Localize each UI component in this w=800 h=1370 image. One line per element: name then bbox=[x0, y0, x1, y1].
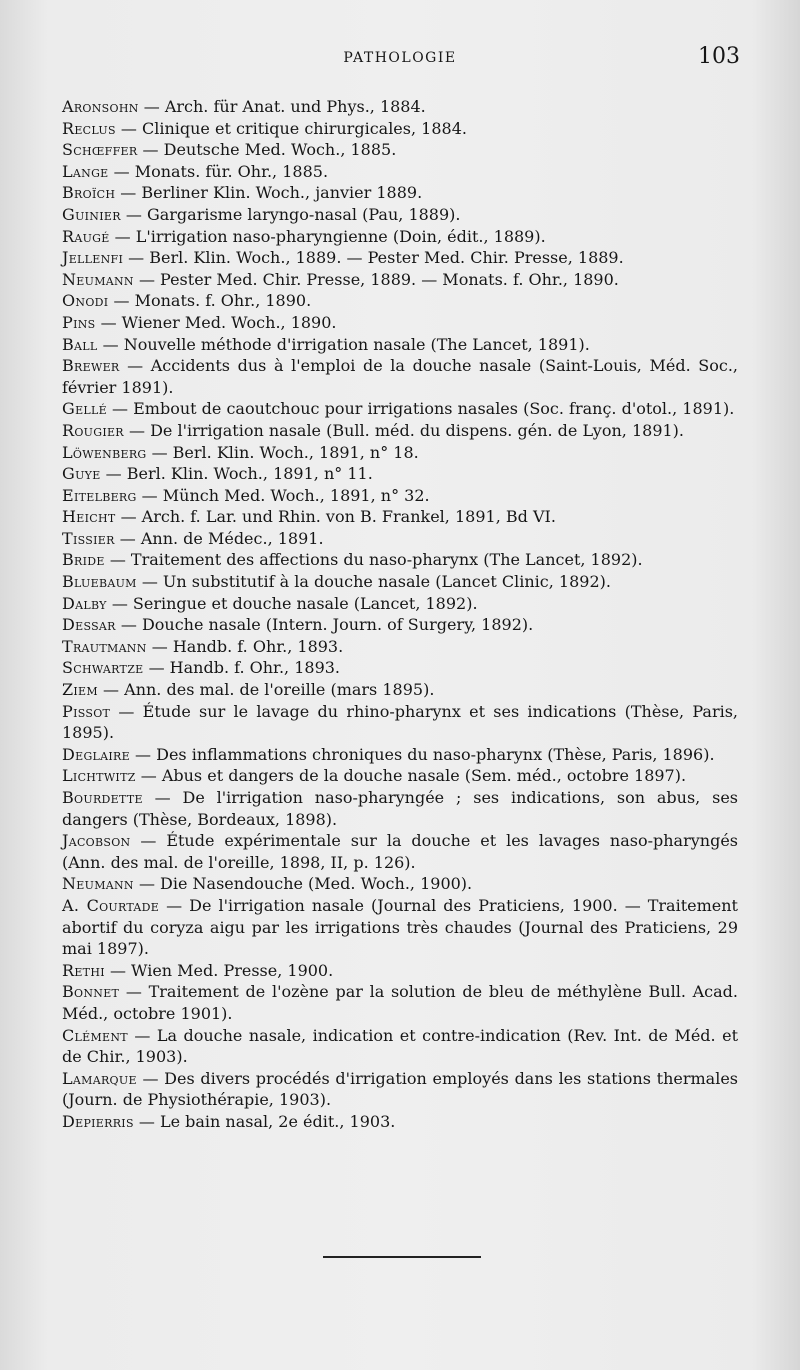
entry-reference: — Un substitutif à la douche nasale (Lancet Clinic, 1892). bbox=[136, 572, 611, 592]
bibliography-entry bbox=[62, 981, 738, 1024]
entry-author: Raugé bbox=[62, 226, 110, 246]
entry-author: Deglaire bbox=[62, 744, 130, 764]
entry-author: Bluebaum bbox=[62, 572, 137, 592]
entry-author: Dessar bbox=[62, 615, 116, 635]
entry-author: Depierris bbox=[62, 1111, 134, 1131]
bibliography-entry bbox=[62, 873, 738, 895]
entry-reference: — Pester Med. Chir. Presse, 1889. — Monats. f. Ohr., 1890. bbox=[133, 269, 619, 289]
bibliography-entry bbox=[62, 787, 738, 830]
running-head bbox=[60, 46, 740, 70]
entry-author: Jacobson bbox=[62, 831, 131, 851]
entry-reference: — Étude expérimentale sur la douche et les lavages naso-pharyngés (Ann. des mal. de l'oreille, 1898, II, p. 126). bbox=[62, 831, 738, 872]
entry-reference: — Wien Med. Presse, 1900. bbox=[104, 960, 334, 980]
entry-author: Lange bbox=[62, 161, 109, 181]
entry-reference: — Deutsche Med. Woch., 1885. bbox=[137, 140, 397, 160]
entry-author: Heicht bbox=[62, 507, 116, 527]
entry-reference: — Berl. Klin. Woch., 1891, n° 18. bbox=[146, 442, 419, 462]
bibliography-entry bbox=[62, 118, 738, 140]
entry-author: Neumann bbox=[62, 269, 134, 289]
entry-reference: — Arch. f. Lar. und Rhin. von B. Frankel, 1891, Bd VI. bbox=[115, 507, 556, 527]
bibliography-entry bbox=[62, 593, 738, 615]
bibliography-entry bbox=[62, 247, 738, 269]
entry-author: Schœffer bbox=[62, 140, 138, 160]
entry-reference: — Douche nasale (Intern. Journ. of Surgery, 1892). bbox=[115, 615, 534, 635]
entry-reference: — De l'irrigation nasale (Bull. méd. du dispens. gén. de Lyon, 1891). bbox=[123, 420, 684, 440]
bibliography-entry bbox=[62, 895, 738, 960]
entry-author: Guye bbox=[62, 464, 101, 484]
entry-author: A. Courtade bbox=[62, 895, 160, 915]
bibliography-entry bbox=[62, 463, 738, 485]
bibliography-entry bbox=[62, 549, 738, 571]
entry-author: Pins bbox=[62, 312, 96, 332]
entry-reference: — Die Nasendouche (Med. Woch., 1900). bbox=[133, 874, 473, 894]
entry-author: Guinier bbox=[62, 204, 121, 224]
closing-rule bbox=[323, 1256, 481, 1258]
bibliography-entry bbox=[62, 1111, 738, 1133]
entry-author: Löwenberg bbox=[62, 442, 147, 462]
entry-author: Onodi bbox=[62, 291, 109, 311]
bibliography-list bbox=[62, 96, 738, 1133]
bibliography-entry bbox=[62, 139, 738, 161]
entry-author: Jellenfi bbox=[62, 248, 124, 268]
entry-reference: — Clinique et critique chirurgicales, 1884. bbox=[115, 118, 467, 138]
bibliography-entry bbox=[62, 398, 738, 420]
entry-reference: — Monats. für. Ohr., 1885. bbox=[108, 161, 329, 181]
entry-author: Pissot bbox=[62, 701, 111, 721]
entry-author: Lamarque bbox=[62, 1068, 137, 1088]
bibliography-entry bbox=[62, 765, 738, 787]
bibliography-entry bbox=[62, 442, 738, 464]
bibliography-entry bbox=[62, 679, 738, 701]
entry-author: Eitelberg bbox=[62, 485, 137, 505]
bibliography-entry bbox=[62, 269, 738, 291]
entry-author: Gellé bbox=[62, 399, 107, 419]
entry-author: Dalby bbox=[62, 593, 107, 613]
entry-reference: — Wiener Med. Woch., 1890. bbox=[95, 312, 337, 332]
bibliography-entry bbox=[62, 701, 738, 744]
entry-reference: — L'irrigation naso-pharyngienne (Doin, édit., 1889). bbox=[109, 226, 546, 246]
entry-author: Rethi bbox=[62, 960, 105, 980]
bibliography-entry bbox=[62, 614, 738, 636]
entry-author: Bride bbox=[62, 550, 105, 570]
entry-author: Bourdette bbox=[62, 788, 143, 807]
entry-author: Rougier bbox=[62, 420, 124, 440]
bibliography-entry bbox=[62, 312, 738, 334]
entry-reference: — Ann. des mal. de l'oreille (mars 1895). bbox=[97, 680, 435, 700]
bibliography-entry bbox=[62, 506, 738, 528]
entry-author: Neumann bbox=[62, 874, 134, 894]
entry-reference: — Étude sur le lavage du rhino-pharynx et ses indications (Thèse, Paris, 1895). bbox=[62, 701, 738, 743]
entry-author: Aronsohn bbox=[62, 97, 139, 116]
bibliography-entry bbox=[62, 161, 738, 183]
entry-reference: — Berl. Klin. Woch., 1889. — Pester Med. Chir. Presse, 1889. bbox=[123, 248, 624, 268]
bibliography-entry bbox=[62, 420, 738, 442]
entry-reference: — Arch. für Anat. und Phys., 1884. bbox=[138, 97, 426, 116]
bibliography-entry bbox=[62, 528, 738, 550]
entry-reference: — Le bain nasal, 2e édit., 1903. bbox=[133, 1111, 396, 1131]
entry-reference: — Des divers procédés d'irrigation employés dans les stations thermales (Journ. de Physiothérapie, 1903). bbox=[62, 1068, 738, 1110]
bibliography-entry bbox=[62, 96, 738, 118]
entry-author: Ziem bbox=[62, 680, 98, 700]
bibliography-entry bbox=[62, 226, 738, 248]
bibliography-entry bbox=[62, 182, 738, 204]
entry-reference: — Handb. f. Ohr., 1893. bbox=[146, 636, 344, 656]
page-number: 103 bbox=[698, 44, 740, 69]
entry-reference: — Ann. de Médec., 1891. bbox=[114, 528, 324, 548]
entry-reference: — Abus et dangers de la douche nasale (Sem. méd., octobre 1897). bbox=[135, 766, 687, 786]
bibliography-entry bbox=[62, 290, 738, 312]
entry-author: Lichtwitz bbox=[62, 766, 136, 786]
entry-author: Brewer bbox=[62, 356, 120, 376]
bibliography-entry bbox=[62, 355, 738, 398]
entry-author: Trautmann bbox=[62, 636, 147, 656]
entry-reference: — De l'irrigation nasale (Journal des Praticiens, 1900. — Traitement abortif du coryza aigu par les irrigations très chaudes (Journal des Praticiens, 29 mai 1897). bbox=[62, 895, 738, 959]
bibliography-entry bbox=[62, 485, 738, 507]
entry-author: Reclus bbox=[62, 118, 116, 138]
bibliography-entry bbox=[62, 744, 738, 766]
bibliography-entry bbox=[62, 571, 738, 593]
entry-author: Tissier bbox=[62, 528, 115, 548]
entry-reference: — Monats. f. Ohr., 1890. bbox=[108, 291, 312, 311]
bibliography-entry bbox=[62, 1025, 738, 1068]
entry-reference: — Berliner Klin. Woch., janvier 1889. bbox=[115, 183, 423, 203]
entry-reference: — Nouvelle méthode d'irrigation nasale (The Lancet, 1891). bbox=[97, 334, 590, 354]
entry-author: Ball bbox=[62, 334, 98, 354]
entry-reference: — Gargarisme laryngo-nasal (Pau, 1889). bbox=[120, 204, 461, 224]
entry-reference: — Seringue et douche nasale (Lancet, 1892). bbox=[106, 593, 478, 613]
bibliography-entry bbox=[62, 204, 738, 226]
bibliography-entry bbox=[62, 830, 738, 873]
entry-reference: — Münch Med. Woch., 1891, n° 32. bbox=[136, 485, 430, 505]
bibliography-entry bbox=[62, 636, 738, 658]
entry-reference: — Handb. f. Ohr., 1893. bbox=[143, 658, 341, 678]
bibliography-entry bbox=[62, 1068, 738, 1111]
bibliography-entry bbox=[62, 960, 738, 982]
entry-author: Clément bbox=[62, 1025, 128, 1045]
entry-reference: — Berl. Klin. Woch., 1891, n° 11. bbox=[100, 464, 373, 484]
bibliography-entry bbox=[62, 334, 738, 356]
entry-reference: — La douche nasale, indication et contre-indication (Rev. Int. de Méd. et de Chir., 1903). bbox=[62, 1025, 738, 1067]
entry-reference: — Des inflammations chroniques du naso-pharynx (Thèse, Paris, 1896). bbox=[129, 744, 715, 764]
entry-reference: — Traitement des affections du naso-pharynx (The Lancet, 1892). bbox=[104, 550, 643, 570]
entry-reference: — Embout de caoutchouc pour irrigations nasales (Soc. franç. d'otol., 1891). bbox=[106, 399, 735, 419]
entry-author: Broïch bbox=[62, 183, 116, 203]
bibliography-entry bbox=[62, 657, 738, 679]
entry-reference: — De l'irrigation naso-pharyngée ; ses indications, son abus, ses dangers (Thèse, Bordeaux, 1898). bbox=[62, 788, 738, 829]
entry-author: Bonnet bbox=[62, 982, 120, 1002]
entry-reference: — Accidents dus à l'emploi de la douche nasale (Saint-Louis, Méd. Soc., février 1891). bbox=[62, 356, 738, 397]
entry-author: Schwartze bbox=[62, 658, 144, 678]
entry-reference: — Traitement de l'ozène par la solution de bleu de méthylène Bull. Acad. Méd., octobre 1901). bbox=[62, 982, 738, 1023]
running-title: PATHOLOGIE bbox=[343, 50, 457, 66]
